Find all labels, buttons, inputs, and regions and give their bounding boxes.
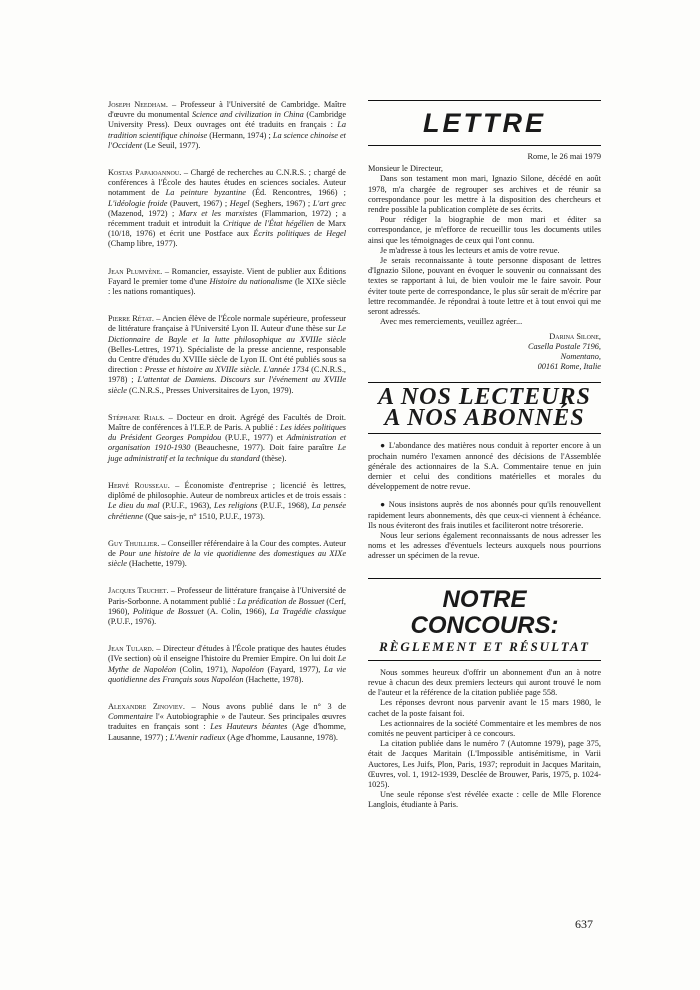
bio-text: (Age d'homme, Lausanne, 1978). (225, 732, 339, 742)
bio-text: (P.U.F., 1968), (257, 501, 312, 511)
work-title: Les Hauteurs béantes (210, 722, 288, 732)
work-title: Hegel (229, 198, 250, 208)
bio-text: (Cambridge University Press). Deux ouvrages ont été traduits en français : (108, 110, 346, 130)
work-title: La Tragédie classique (270, 606, 346, 616)
bio-text: (C.N.R.S., Presses Universitaires de Lyon, 1979). (126, 385, 294, 395)
bio-text: – Économiste d'entreprise ; licencié ès lettres, diplômé de philosophie. Auteur de nombreux articles et de trois essais : (108, 480, 346, 501)
letter-signature (368, 332, 601, 372)
bio-text: (Seghers, 1967) ; (249, 198, 313, 208)
work-title: Le juge administratif et la technique du standard (108, 443, 346, 463)
bio-text: (Belles-Lettres, 1971). Spécialiste de la presse ancienne, responsable du Centre d'études du XVIIIe siècle de Lyon II. Ont été publiés sous sa direction : (108, 344, 346, 375)
concours-title: NOTRE CONCOURS: (410, 585, 559, 639)
address-line: Nomentano, (560, 352, 601, 362)
contributor-name: Jacques Truchet. (108, 586, 169, 596)
bio-text: (Mazenod, 1972) ; (108, 208, 179, 218)
bio-text: (Fayard, 1977), (263, 664, 324, 674)
letter-paragraph (368, 215, 601, 246)
paragraph-text: L'abondance des matières nous conduit à reporter encore à un prochain numéro l'examen annoncé des décisions de l'Assemblée générale des actionnaires de la S.A. Commentaire tenue en juin dernier et celui des conditions matérielles et morales du développement de notre revue. (368, 441, 601, 492)
abonnes-title (368, 383, 601, 433)
bio-text: (P.U.F., 1963), (159, 501, 215, 511)
contributor-bio (108, 702, 346, 743)
bio-text: (Flammarion, 1972) ; a récemment traduit et introduit la (108, 208, 346, 229)
concours-paragraph (368, 790, 601, 810)
bio-text: (Champ libre, 1977). (108, 239, 178, 249)
bio-text: – Professeur de littérature française à l'Université de Paris-Sorbonne. A notamment publié : (108, 586, 346, 606)
contributor-name: Jean Tulard. (108, 644, 154, 654)
bio-text: – Conseiller référendaire à la Cour des comptes. Auteur de (108, 538, 347, 558)
lettre-title: LETTRE (423, 108, 546, 138)
page-number: 637 (575, 917, 593, 931)
letter-salutation: Monsieur le Directeur, (368, 164, 444, 174)
work-title: Les idées politiques du Président Georges Pompidou (108, 423, 347, 443)
contributor-name: Alexandre Zinoviev. (108, 701, 185, 711)
bio-text: (thèse). (259, 453, 287, 463)
paragraph-text: Nous leur serions également reconnaissants de nous adresser les noms et les adresses d'éventuels lecteurs auxquels nous pourrions adresser un spécimen de la revue. (368, 531, 601, 561)
bio-text: – Docteur en droit. Agrégé des Facultés de Droit. Maître de conférences à l'I.E.P. de Paris. A publié : (108, 412, 346, 433)
paragraph-text: Les réponses devront nous parvenir avant le 15 mars 1980, le cachet de la poste faisant foi. (368, 698, 601, 718)
work-title: Histoire du nationalisme (209, 276, 293, 286)
right-column (368, 100, 601, 811)
work-title: La tradition scientifique chinoise (108, 120, 346, 140)
bio-text: (Hachette, 1978). (243, 674, 304, 684)
concours-body (368, 668, 601, 811)
abonnes-paragraph (368, 531, 601, 562)
work-title: Critique de l'État hégélien (222, 219, 314, 229)
contributor-bio (108, 413, 346, 464)
work-title: Pour une histoire de la vie quotidienne des domestiques au XIXe siècle (108, 548, 346, 569)
work-title: Science and civilization in China (191, 110, 304, 120)
paragraph-text: Je m'adresse à tous les lecteurs et amis de votre revue. (380, 245, 560, 255)
concours-subtitle: RÈGLEMENT ET RÉSULTAT (379, 638, 590, 654)
work-title: Le Mythe de Napoléon (108, 654, 346, 674)
contributor-bio (108, 267, 346, 298)
letter-paragraph (368, 317, 601, 327)
address-line: 00161 Rome, Italie (537, 362, 601, 372)
bio-text: – Romancier, essayiste. Vient de publier aux Éditions Fayard le premier tome d'une (108, 266, 346, 286)
paragraph-text: Dans son testament mon mari, Ignazio Silone, décédé en août 1978, m'a chargée de regrouper ses archives et de réunir sa correspondance pour les mettre à la disposition des chercheurs et rendre possible la publication complète de ses écrits. (368, 174, 601, 215)
bio-text: (P.U.F., 1976). (108, 616, 157, 626)
bio-text: (Pauvert, 1967) ; (167, 198, 230, 208)
bio-text: – Ancien élève de l'École normale supérieure, professeur de littérature française à l'Université Lyon II. Auteur d'une thèse sur (108, 314, 346, 334)
bio-text: (Hachette, 1979). (126, 559, 187, 569)
paragraph-text: La citation publiée dans le numéro 7 (Automne 1979), page 375, était de Jacques Maritain (L'Impossible antisémitisme, in Varii Auctores, Les Juifs, Plon, Paris, 1937; reproduit in Jacques Maritain, Œuvres, vol. 1, 1912-1939, Desclée de Brouwer, Paris, 1975, p. 1024-1025). (368, 739, 601, 789)
work-title: L'art grec (312, 198, 346, 208)
letter-paragraph (368, 246, 601, 256)
bio-text: (Éd. Rencontres, 1966) ; (245, 188, 346, 198)
bio-text: (Beauchesne, 1977). Doit faire paraître (190, 443, 338, 453)
paragraph-text: Je serais reconnaissante à toute personne disposant de lettres d'Ignazio Silone, pouvant en évoquer le souvenir ou connaissant des textes se rapportant à lui, de bien vouloir me le faire savoir. Pour éviter toute perte de correspondance, le plus sûr serait de m'écrire par lettre recommandée. Je répondrai à toute lettre et à tout envoi qui me seront adressés. (368, 256, 601, 317)
contributor-name: Kostas Papaioannou. (108, 168, 182, 178)
bio-text: de Marx (10/18, 1976) et écrit une Postface aux (108, 219, 346, 239)
bio-text: (Colin, 1971), (176, 664, 232, 674)
work-title: Napoléon (231, 664, 264, 674)
work-title: La science chinoise et l'Occident (108, 130, 346, 150)
work-title: Le dieu du mal (108, 501, 160, 511)
contributor-name: Pierre Rétat. (108, 314, 154, 324)
contributor-bio (108, 644, 346, 685)
bio-text: – Nous avons publié dans le n° 3 de (184, 701, 347, 711)
work-title: Écrits politiques de Hegel (253, 229, 346, 239)
bio-text: (Le Seuil, 1977). (142, 140, 201, 150)
paragraph-text: Les actionnaires de la société Commentaire et les membres de nos comités ne peuvent participer à ce concours. (368, 718, 601, 738)
bullet-icon: ● (380, 500, 389, 510)
concours-paragraph (368, 739, 601, 790)
contributors-column (108, 100, 346, 760)
work-title: Presse et histoire au XVIIIe siècle. L'année 1734 (144, 365, 309, 375)
bullet-icon: ● (380, 441, 389, 451)
work-title: La peinture byzantine (165, 188, 246, 198)
signature-address (368, 342, 601, 372)
contributor-name: Guy Thuillier. (108, 538, 160, 548)
work-title: La pensée chrétienne (108, 501, 346, 521)
bio-text: – Chargé de recherches au C.N.R.S. ; chargé de conférences à l'École des hautes études en sciences sociales. Auteur notamment de (108, 168, 346, 198)
abonnes-body (368, 441, 601, 561)
contributor-name: Jean Plumyène. (108, 266, 163, 276)
work-title: La vie quotidienne des Français sous Napoléon (108, 664, 347, 684)
bio-text: (Cerf, 1960), (108, 596, 346, 616)
bio-text: (A. Colin, 1966), (203, 606, 271, 616)
letter-paragraph (368, 256, 601, 317)
bio-text: – Professeur à l'Université de Cambridge. Maître d'œuvre du monumental (108, 100, 347, 120)
abonnes-paragraph (368, 500, 601, 531)
contributor-bio (108, 481, 346, 522)
bio-text: (Hermann, 1974) ; (207, 130, 273, 140)
concours-paragraph (368, 698, 601, 718)
contributor-name: Joseph Needham. (108, 100, 168, 109)
abonnes-paragraph (368, 441, 601, 492)
paragraph-text: Avec mes remerciements, veuillez agréer... (380, 317, 523, 327)
bio-text: l'« Autobiographie » de l'auteur. Ses principales œuvres traduites en français sont : (108, 712, 346, 732)
contributor-bio (108, 539, 346, 570)
work-title: Marx et les marxistes (178, 208, 258, 218)
abonnes-title-line2: A NOS ABONNÉS (384, 405, 585, 432)
bio-text: (Age d'homme, Lausanne, 1977) ; (108, 722, 346, 742)
letter-date: Rome, le 26 mai 1979 (527, 152, 601, 161)
work-title: Commentaire (108, 712, 153, 722)
contributor-bio (108, 168, 346, 250)
work-title: La prédication de Bossuet (237, 596, 325, 606)
rule-lettre-bottom (368, 145, 601, 146)
abonnes-title-line1: A NOS LECTEURS (378, 384, 591, 411)
signature-name: Darina Silone, (549, 332, 601, 342)
work-title: L'attentat de Damiens. Discours sur l'événement au XVIIIe siècle (108, 375, 347, 395)
paragraph-text: Une seule réponse s'est révélée exacte : celle de Mlle Florence Langlois, étudiante à Paris. (368, 790, 601, 810)
paragraph-text: Nous insistons auprès de nos abonnés pour qu'ils renouvellent rapidement leurs abonnements, dès que ceux-ci viennent à échéance. Ils nous éviteront des frais inutiles et faciliteront notre trésorerie. (368, 500, 601, 530)
paragraph-text: Pour rédiger la biographie de mon mari et éditer sa correspondance, je m'efforce de recueillir tous les documents utiles ainsi que les témoignages de ceux qui l'ont connu. (368, 215, 601, 245)
address-line: Casella Postale 7196, (527, 342, 601, 352)
contributor-name: Stéphane Rials. (108, 412, 165, 422)
bio-text: – Directeur d'études à l'École pratique des hautes études (IVe section) où il enseigne l'histoire du Premier Empire. On lui doit (108, 644, 346, 664)
contributor-bio (108, 586, 346, 627)
letter-body (368, 174, 601, 327)
concours-paragraph (368, 719, 601, 739)
bio-text: (le XIXe siècle : les nations romantiques). (108, 276, 346, 297)
concours-paragraph (368, 668, 601, 699)
work-title: Les religions (214, 501, 258, 511)
work-title: L'Avenir radieux (169, 732, 226, 742)
letter-paragraph (368, 174, 601, 215)
work-title: Le Dictionnaire de Bayle et la lutte philosophique au XVIIIe siècle (108, 324, 346, 344)
bio-text: (Que sais-je, n° 1510, P.U.F., 1973). (143, 511, 265, 521)
contributor-bio (108, 100, 346, 151)
work-title: L'idéologie froide (108, 198, 168, 208)
contributor-bio (108, 314, 346, 396)
bio-text: (P.U.F., 1977) et (221, 433, 287, 443)
contributor-name: Hervé Rousseau. (108, 480, 170, 490)
paragraph-text: Nous sommes heureux d'offrir un abonnement d'un an à notre revue à chacun des deux premiers lecteurs qui auront trouvé le nom de l'auteur et la référence de la citation publiée page 558. (368, 667, 601, 698)
work-title: Administration et organisation 1910-1930 (108, 433, 346, 453)
work-title: Politique de Bossuet (132, 606, 204, 616)
bio-text: (C.N.R.S., 1978) ; (108, 365, 346, 385)
